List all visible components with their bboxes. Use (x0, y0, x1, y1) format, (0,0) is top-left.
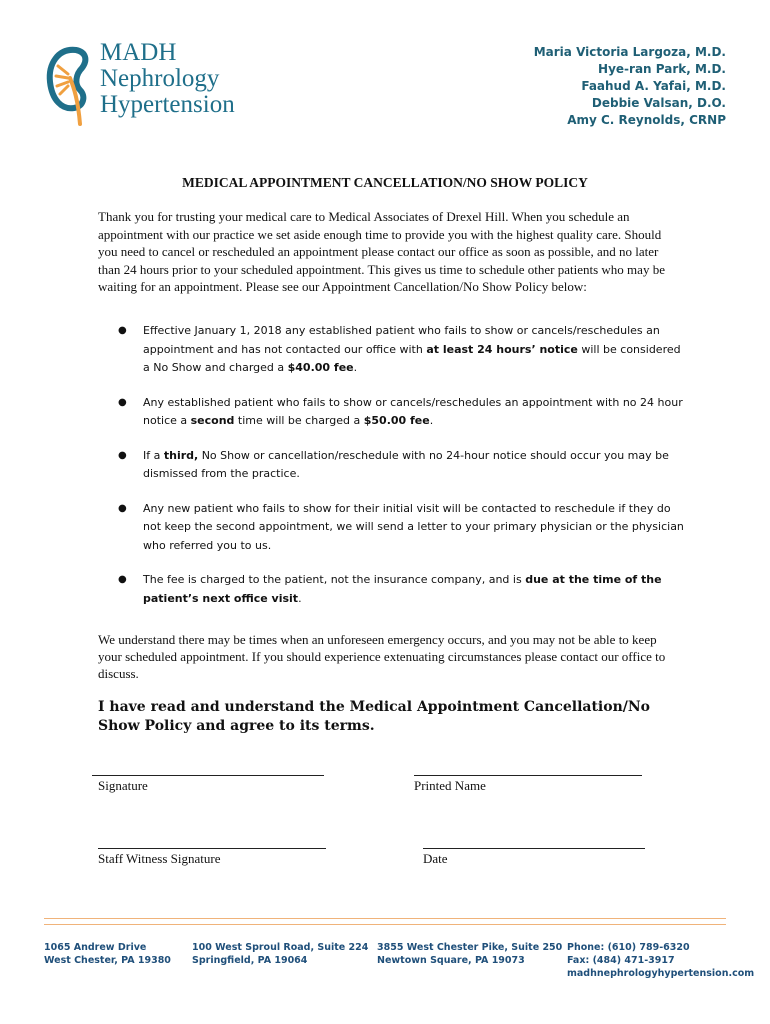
footer-divider (44, 918, 726, 919)
signature-label: Signature (98, 778, 148, 793)
doctor-name: Faahud A. Yafai, M.D. (581, 79, 726, 93)
policy-list (98, 322, 688, 624)
policy-emphasis: due at the time of the patient’s next office visit (143, 573, 662, 605)
doctor-list (534, 44, 726, 129)
logo-line-2: Nephrology (100, 65, 220, 92)
footer-line: Newtown Square, PA 19073 (377, 955, 525, 966)
footer-line: 1065 Andrew Drive (44, 942, 147, 953)
footer-address-3 (377, 941, 562, 967)
bullet-icon: ● (118, 574, 127, 585)
date-label: Date (423, 851, 448, 866)
footer-line: 100 West Sproul Road, Suite 224 (192, 942, 369, 953)
kidney-logo-icon (44, 44, 94, 126)
logo-line-3: Hypertension (100, 91, 235, 118)
policy-text: Any established patient who fails to show or cancels/reschedules an appointment with no 24 hour notice a (143, 395, 683, 427)
footer-divider (44, 924, 726, 925)
footer-line: West Chester, PA 19380 (44, 955, 171, 966)
footer-line: 3855 West Chester Pike, Suite 250 (377, 942, 563, 953)
policy-text: . (298, 591, 302, 605)
bullet-icon: ● (118, 449, 127, 461)
policy-text: The fee is charged to the patient, not the insurance company, and is (143, 573, 526, 586)
policy-item (98, 322, 688, 378)
witness-signature-line[interactable] (98, 848, 326, 849)
footer-website-link[interactable]: madhnephrologyhypertension.com (567, 968, 755, 979)
policy-text: If a (143, 448, 164, 462)
policy-emphasis: $40.00 fee (287, 361, 354, 374)
doctor-name: Debbie Valsan, D.O. (591, 96, 726, 110)
policy-text: . (429, 414, 434, 427)
footer-contact (567, 941, 754, 980)
printed-name-line[interactable] (414, 775, 642, 776)
logo (44, 40, 264, 130)
policy-item (98, 394, 688, 431)
policy-emphasis: $50.00 fee (363, 414, 430, 427)
policy-text: Effective January 1, 2018 any established patient who fails to show or cancels/reschedules an appointment and has not contacted our office with (143, 324, 660, 356)
policy-text: . (353, 361, 358, 374)
policy-emphasis: second (190, 414, 235, 427)
bullet-icon: ● (118, 502, 127, 514)
policy-item (98, 500, 688, 556)
doctor-name: Hye-ran Park, M.D. (598, 62, 726, 76)
policy-text: time will be charged a (234, 414, 364, 427)
signature-line[interactable] (92, 775, 324, 776)
policy-text: Any new patient who fails to show for their initial visit will be contacted to reschedule if they do not keep the second appointment, we will send a letter to your primary physician or the physician who referred you to us. (143, 501, 684, 552)
policy-text: will be considered a No Show and charged a (143, 342, 681, 374)
doctor-name: Amy C. Reynolds, CRNP (567, 113, 726, 127)
bullet-icon: ● (118, 396, 127, 408)
footer-fax: Fax: (484) 471-3917 (567, 955, 675, 966)
logo-line-1: MADH (100, 39, 177, 66)
policy-emphasis: at least 24 hours’ notice (426, 342, 578, 356)
bullet-icon: ● (118, 325, 127, 336)
closing-paragraph: We understand there may be times when an unforeseen emergency occurs, and you may not be able to keep your scheduled appointment. If you should experience extenuating circumstances please contact our office to discuss. (98, 632, 666, 681)
policy-emphasis: third, (163, 448, 199, 462)
document-title: MEDICAL APPOINTMENT CANCELLATION/NO SHOW POLICY (182, 175, 588, 190)
policy-item (98, 571, 688, 608)
agreement-statement: I have read and understand the Medical Appointment Cancellation/No Show Policy and agree to its terms. (98, 699, 651, 734)
logo-wordmark (100, 40, 235, 118)
doctor-name: Maria Victoria Largoza, M.D. (533, 45, 726, 59)
witness-signature-label: Staff Witness Signature (98, 851, 221, 866)
date-line[interactable] (423, 848, 645, 849)
intro-paragraph: Thank you for trusting your medical care to Medical Associates of Drexel Hill. When you schedule an appointment with our practice we set aside enough time to provide you with the highest quality care. Should you need to cancel or rescheduled an appointment please contact our office as soon as possible, and no later than 24 hours prior to your scheduled appointment. This gives us time to schedule other patients who may be waiting for an appointment. Please see our Appointment Cancellation/No Show Policy below: (98, 209, 665, 294)
printed-name-label: Printed Name (414, 778, 486, 793)
policy-text: No Show or cancellation/reschedule with no 24-hour notice should occur you may be dismissed from the practice. (143, 448, 669, 480)
footer-address-1 (44, 941, 171, 967)
policy-item (98, 447, 688, 484)
footer-address-2 (192, 941, 368, 967)
footer-phone: Phone: (610) 789-6320 (567, 942, 690, 953)
footer-line: Springfield, PA 19064 (192, 955, 308, 966)
